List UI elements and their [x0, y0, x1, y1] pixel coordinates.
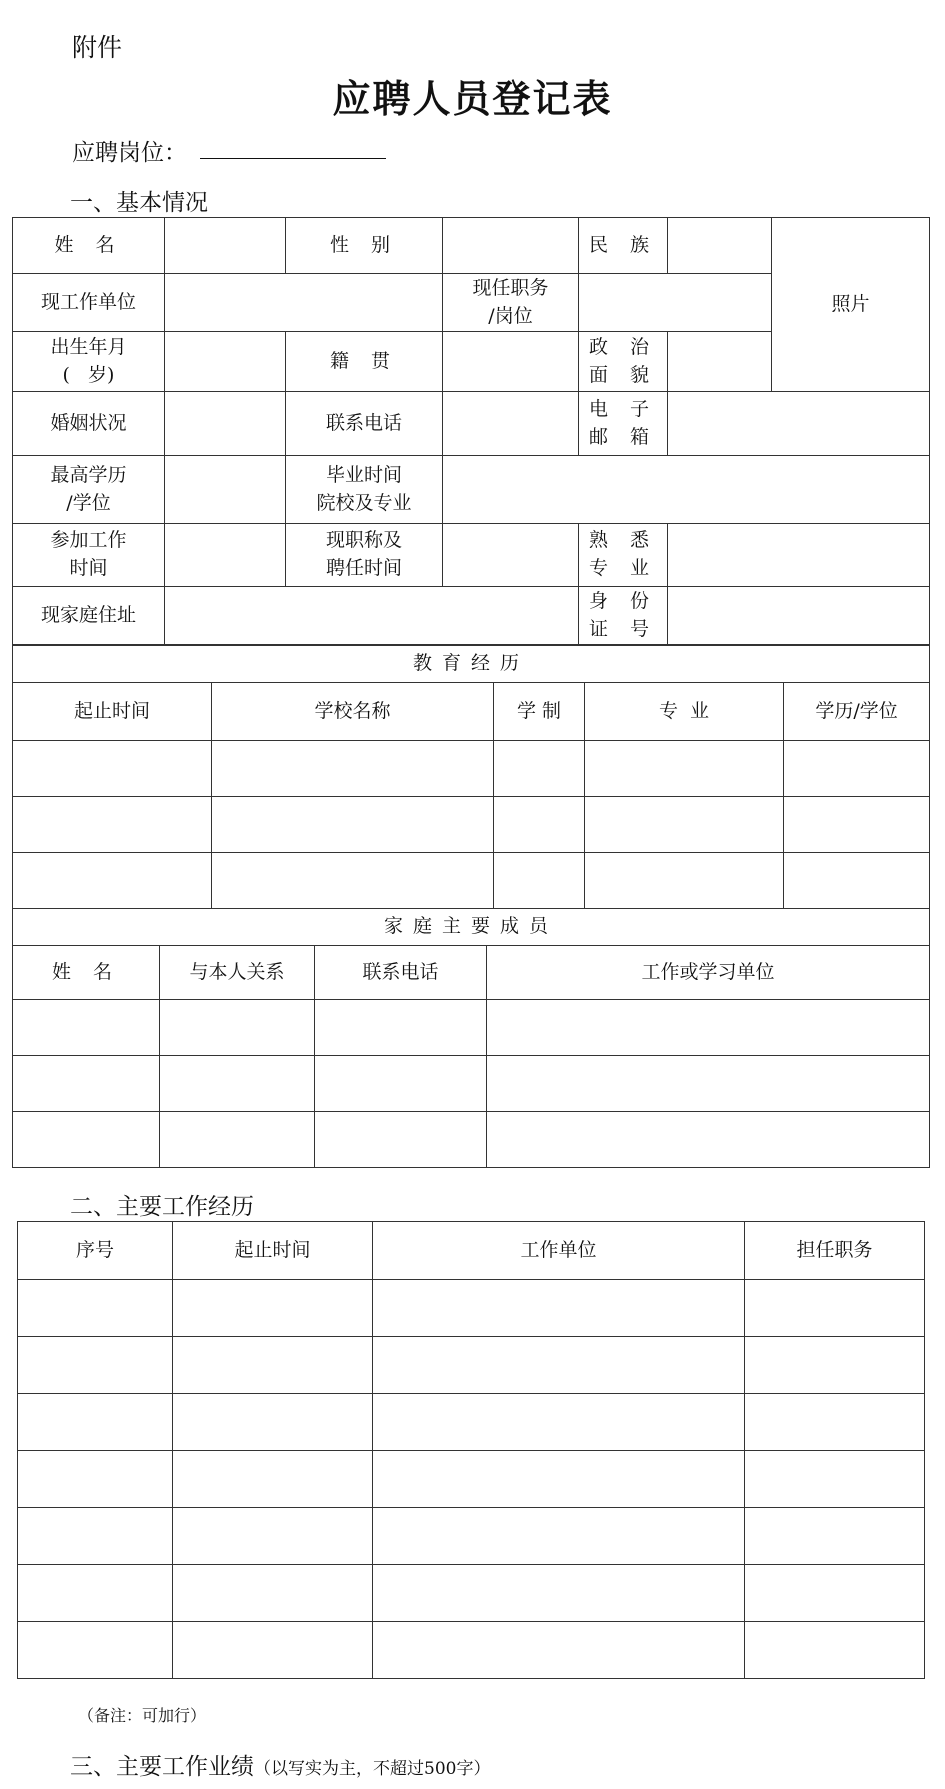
table-cell[interactable] [13, 853, 212, 909]
family-col-name: 姓 名 [13, 946, 160, 1000]
edu-col-major: 专 业 [585, 683, 784, 741]
work-start-label: 参加工作 时间 [13, 524, 165, 587]
table-cell[interactable] [18, 1451, 173, 1508]
work-unit-field[interactable] [165, 274, 443, 332]
table-cell[interactable] [373, 1337, 745, 1394]
table-cell[interactable] [18, 1280, 173, 1337]
id-number-label: 身 份 证 号 [579, 587, 668, 646]
current-post-field[interactable] [579, 274, 772, 332]
table-cell[interactable] [373, 1565, 745, 1622]
birth-label: 出生年月 ( 岁) [13, 332, 165, 392]
table-cell[interactable] [745, 1508, 925, 1565]
section3-title: 三、主要工作业绩 [70, 1754, 254, 1780]
gender-field[interactable] [443, 218, 579, 274]
table-cell[interactable] [173, 1565, 373, 1622]
table-cell[interactable] [212, 797, 494, 853]
gender-label: 性 别 [286, 218, 443, 274]
table-cell[interactable] [315, 1056, 487, 1112]
table-cell[interactable] [745, 1451, 925, 1508]
table-cell[interactable] [13, 741, 212, 797]
edu-col-degree: 学历/学位 [784, 683, 930, 741]
table-cell[interactable] [745, 1337, 925, 1394]
table-cell[interactable] [18, 1394, 173, 1451]
table-cell[interactable] [13, 797, 212, 853]
table-cell[interactable] [745, 1622, 925, 1679]
political-label: 政 治 面 貌 [579, 332, 668, 392]
photo-label: 照片 [831, 292, 870, 315]
work-history-table [17, 1221, 925, 1679]
table-cell[interactable] [373, 1622, 745, 1679]
table-cell[interactable] [160, 1000, 315, 1056]
phone-label: 联系电话 [286, 392, 443, 456]
table-cell[interactable] [585, 797, 784, 853]
current-post-label: 现任职务 /岗位 [443, 274, 579, 332]
table-cell[interactable] [13, 1112, 160, 1168]
post-input-line[interactable] [200, 158, 386, 159]
table-cell[interactable] [173, 1394, 373, 1451]
table-cell[interactable] [585, 853, 784, 909]
professional-title-field[interactable] [443, 524, 579, 587]
table-cell[interactable] [784, 797, 930, 853]
table-row [13, 1112, 930, 1168]
section3-note: （以写实为主，不超过500字） [254, 1759, 491, 1779]
name-label: 姓 名 [13, 218, 165, 274]
table-cell[interactable] [315, 1112, 487, 1168]
table-cell[interactable] [585, 741, 784, 797]
table-cell[interactable] [18, 1337, 173, 1394]
table-cell[interactable] [160, 1056, 315, 1112]
email-label: 电 子 邮 箱 [579, 392, 668, 456]
political-field[interactable] [668, 332, 772, 392]
family-col-relation: 与本人关系 [160, 946, 315, 1000]
table-row [18, 1451, 925, 1508]
table-row [18, 1565, 925, 1622]
table-cell[interactable] [745, 1394, 925, 1451]
work-col-position: 担任职务 [745, 1222, 925, 1280]
table-cell[interactable] [173, 1280, 373, 1337]
work-start-field[interactable] [165, 524, 286, 587]
photo-box[interactable] [772, 218, 930, 392]
education-heading: 教育经历 [13, 645, 930, 683]
table-cell[interactable] [18, 1508, 173, 1565]
table-cell[interactable] [373, 1508, 745, 1565]
professional-title-label: 现职称及 聘任时间 [286, 524, 443, 587]
table-cell[interactable] [784, 741, 930, 797]
birth-field[interactable] [165, 332, 286, 392]
table-cell[interactable] [784, 853, 930, 909]
work-col-period: 起止时间 [173, 1222, 373, 1280]
address-label: 现家庭住址 [13, 587, 165, 646]
table-cell[interactable] [173, 1622, 373, 1679]
table-row [13, 1056, 930, 1112]
table-row [18, 1508, 925, 1565]
familiar-major-label: 熟 悉 专 业 [579, 524, 668, 587]
edu-col-period: 起止时间 [13, 683, 212, 741]
table-cell[interactable] [18, 1622, 173, 1679]
edu-col-school: 学校名称 [212, 683, 494, 741]
family-col-phone: 联系电话 [315, 946, 487, 1000]
table-row [13, 853, 930, 909]
ethnicity-label: 民 族 [579, 218, 668, 274]
table-row [13, 741, 930, 797]
phone-field[interactable] [443, 392, 579, 456]
native-place-field[interactable] [443, 332, 579, 392]
work-col-unit: 工作单位 [373, 1222, 745, 1280]
table-cell[interactable] [212, 853, 494, 909]
table-row [13, 797, 930, 853]
family-col-unit: 工作或学习单位 [487, 946, 930, 1000]
section3-heading [70, 1748, 490, 1781]
table-cell[interactable] [18, 1565, 173, 1622]
table-cell[interactable] [494, 797, 585, 853]
table-cell[interactable] [173, 1508, 373, 1565]
family-table [12, 908, 930, 1168]
graduation-field[interactable] [443, 456, 930, 524]
work-col-index: 序号 [18, 1222, 173, 1280]
table-cell[interactable] [13, 1000, 160, 1056]
work-unit-label: 现工作单位 [13, 274, 165, 332]
table-cell[interactable] [373, 1394, 745, 1451]
table-cell[interactable] [494, 853, 585, 909]
education-level-label: 最高学历 /学位 [13, 456, 165, 524]
graduation-label: 毕业时间 院校及专业 [286, 456, 443, 524]
table-row [13, 1000, 930, 1056]
email-field[interactable] [668, 392, 930, 456]
section2-title: 二、主要工作经历 [70, 1194, 254, 1220]
table-row [18, 1280, 925, 1337]
id-number-field[interactable] [668, 587, 930, 646]
table-cell[interactable] [487, 1056, 930, 1112]
table-cell[interactable] [160, 1112, 315, 1168]
table-row [18, 1394, 925, 1451]
table-cell[interactable] [13, 1056, 160, 1112]
education-level-field[interactable] [165, 456, 286, 524]
table-cell[interactable] [745, 1280, 925, 1337]
basic-info-table [12, 217, 930, 646]
post-label: 应聘岗位： [72, 140, 187, 166]
table-cell[interactable] [745, 1565, 925, 1622]
table-cell[interactable] [212, 741, 494, 797]
attachment-label: 附件 [72, 33, 123, 62]
ethnicity-field[interactable] [668, 218, 772, 274]
table-cell[interactable] [173, 1337, 373, 1394]
family-heading: 家庭主要成员 [13, 909, 930, 946]
marital-label: 婚姻状况 [13, 392, 165, 456]
edu-col-duration: 学 制 [494, 683, 585, 741]
table-row [18, 1622, 925, 1679]
table-cell[interactable] [494, 741, 585, 797]
table-cell[interactable] [173, 1451, 373, 1508]
section1-title: 一、基本情况 [70, 190, 208, 216]
table-cell[interactable] [487, 1112, 930, 1168]
address-field[interactable] [165, 587, 579, 646]
table-cell[interactable] [487, 1000, 930, 1056]
form-title: 应聘人员登记表 [332, 76, 613, 121]
table-cell[interactable] [373, 1280, 745, 1337]
table-cell[interactable] [315, 1000, 487, 1056]
marital-field[interactable] [165, 392, 286, 456]
familiar-major-field[interactable] [668, 524, 930, 587]
name-field[interactable] [165, 218, 286, 274]
native-place-label: 籍 贯 [286, 332, 443, 392]
education-table [12, 644, 930, 909]
table-row [18, 1337, 925, 1394]
add-rows-remark: （备注：可加行） [78, 1706, 207, 1725]
table-cell[interactable] [373, 1451, 745, 1508]
